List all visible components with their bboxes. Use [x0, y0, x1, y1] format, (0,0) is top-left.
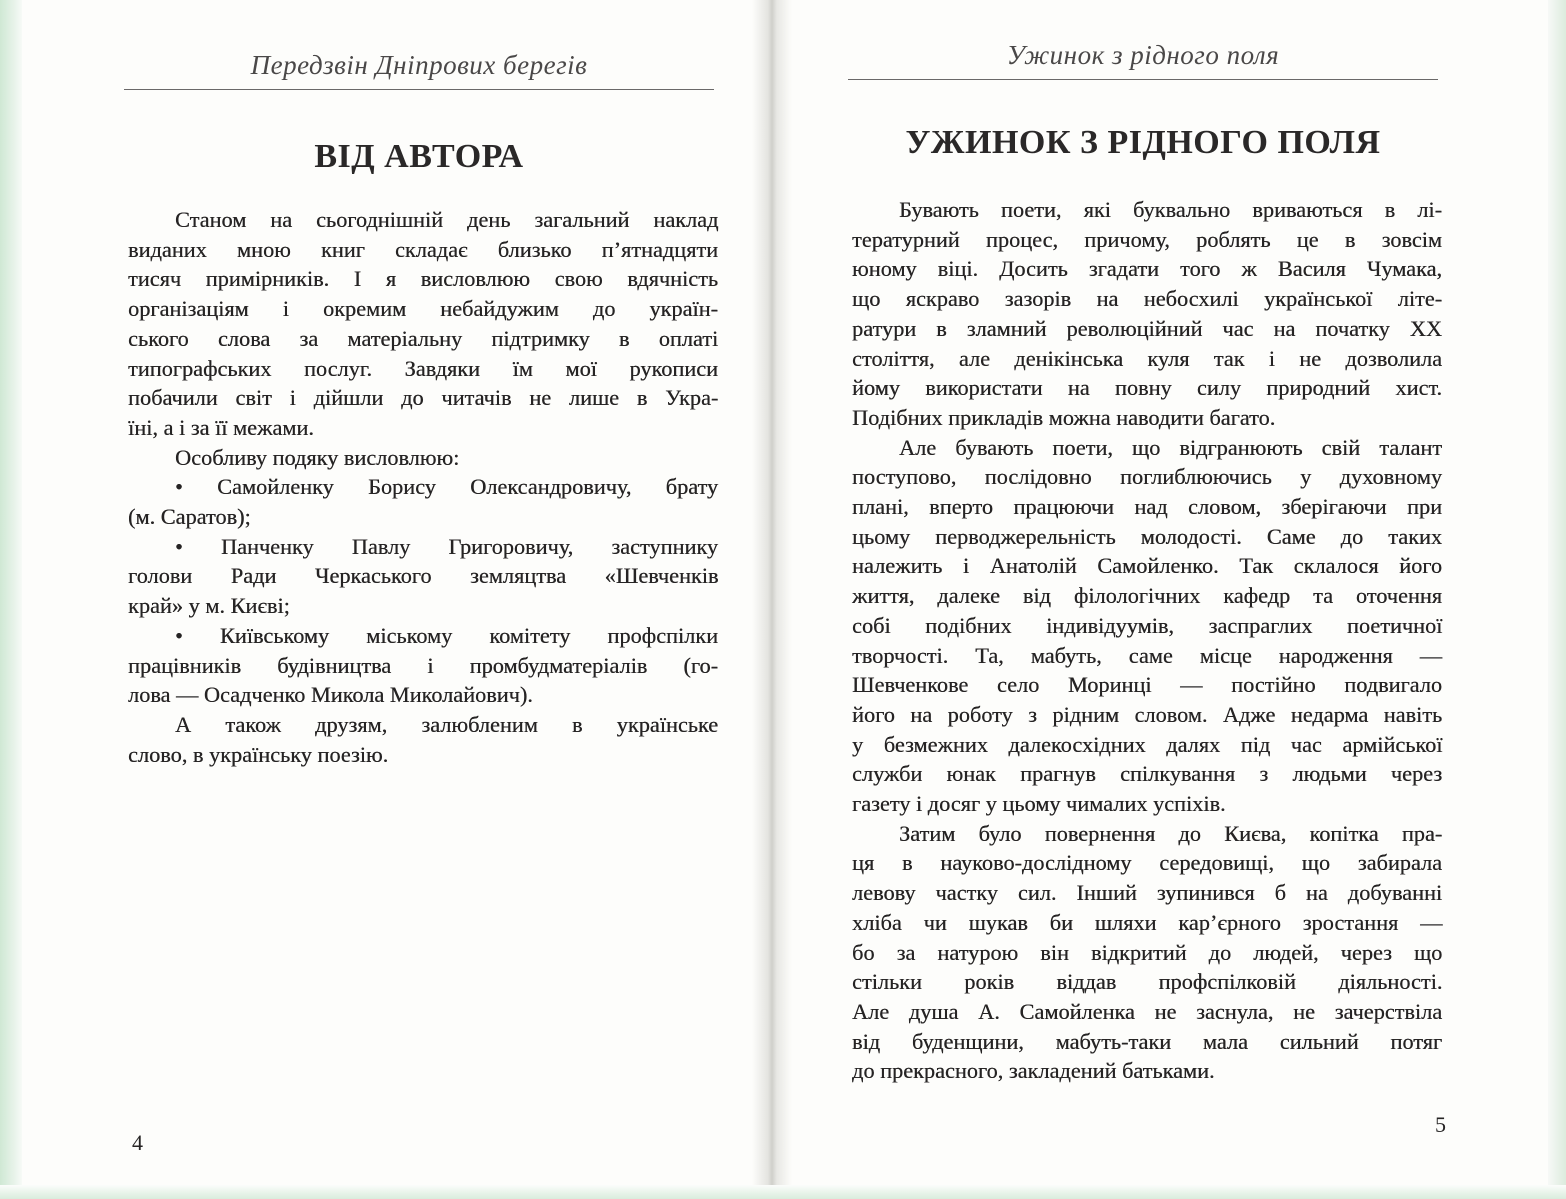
text-line: ратури в зламний революційний час на початку XX [852, 315, 1442, 341]
text-line: слово, в українську поезію. [128, 741, 389, 767]
text-line: Бувають поети, які буквально вриваються в лі- [899, 197, 1442, 222]
text-line: типографських послуг. Завдяки їм мої рукописи [128, 355, 718, 381]
book-gutter [752, 0, 792, 1199]
running-head: Ужинок з рідного поля [1006, 40, 1280, 70]
header-rule [848, 79, 1438, 80]
text-line: плані, вперто працюючи над словом, зберігаючи при [852, 494, 1442, 520]
text-line: ця в науково-дослідному середовищі, що забирала [852, 850, 1443, 876]
text-line: собі подібних індивідуумів, заспраглих поетичної [852, 612, 1443, 638]
text-line: • Панченку Павлу Григоровичу, заступнику [175, 533, 718, 559]
running-head: Передзвін Дніпрових берегів [250, 50, 588, 80]
text-line: належить і Анатолій Самойленко. Так склалося його [852, 553, 1442, 579]
text-line: працівників будівництва і промбудматеріалів (го- [128, 652, 718, 678]
text-line: • Київському міському комітету профспілки [175, 622, 718, 648]
text-line: лова — Осадченко Микола Миколайович). [128, 682, 533, 708]
text-line: (м. Саратов); [128, 504, 251, 530]
text-line: тературний процес, причому, роблять це в зовсім [852, 226, 1442, 252]
text-line: хліба чи шукав би шляхи кар’єрного зростання — [852, 909, 1443, 935]
text-line: поступово, послідовно поглиблюючись у духовному [852, 464, 1442, 490]
text-line: побачили світ і дійшли до читачів не лише в Укра- [128, 385, 719, 411]
text-line: Подібних прикладів можна наводити багато. [852, 404, 1276, 430]
text-line: йому використати на повну силу природний хист. [852, 375, 1442, 401]
header-rule [124, 89, 714, 90]
text-line: Шевченкове село Моринці — постійно подвигало [852, 672, 1442, 698]
body-text [128, 205, 718, 769]
text-line: цьому перводжерельність молодості. Саме до таких [852, 523, 1442, 549]
text-line: Але душа А. Самойленка не заснула, не зачерствіла [852, 998, 1443, 1024]
page-title: УЖИНОК З РІДНОГО ПОЛЯ [905, 124, 1381, 161]
text-line: газету і досяг у цьому чималих успіхів. [852, 791, 1226, 817]
text-line: тисяч примірників. І я висловлюю свою вдячність [128, 266, 718, 292]
text-line: життя, далеке від філологічних кафедр та оточення [852, 583, 1442, 609]
page-title: ВІД АВТОРА [314, 138, 524, 175]
text-line: організаціям і окремим небайдужим до україн- [128, 296, 718, 322]
text-line: до прекрасного, закладений батьками. [852, 1058, 1215, 1084]
text-line: їні, а і за її межами. [128, 414, 314, 440]
text-line: Але бувають поети, що відгранюють свій талант [899, 434, 1442, 460]
text-line: творчості. Та, мабуть, саме місце народження — [852, 642, 1442, 668]
text-line: Станом на сьогоднішній день загальний наклад [175, 207, 719, 232]
text-line: А також друзям, залюбленим в українське [175, 711, 719, 737]
page-number: 5 [1435, 1112, 1446, 1137]
text-line: бо за натурою він відкритий до людей, через що [852, 939, 1443, 965]
text-line: Особливу подяку висловлюю: [175, 444, 460, 470]
text-line: юному віці. Досить згадати того ж Василя Чумака, [852, 256, 1442, 282]
text-line: стільки років віддав профспілковій діяльності. [852, 969, 1443, 995]
page-edge-right [1548, 0, 1566, 1199]
text-line: виданих мною книг складає близько п’ятнадцяти [128, 236, 718, 262]
page-number: 4 [132, 1130, 143, 1155]
text-line: його на роботу з рідним словом. Адже недарма навіть [852, 701, 1443, 727]
text-line: від буденщини, мабуть-таки мала сильний потяг [852, 1028, 1443, 1054]
text-line: століття, але денікінська куля так і не дозволила [852, 345, 1442, 371]
text-line: край» у м. Києві; [128, 593, 290, 619]
body-text [852, 195, 1442, 1086]
text-line: у безмежних далекосхідних далях під час армійської [852, 731, 1443, 757]
page-edge-bottom [0, 1185, 1566, 1199]
text-line: голови Ради Черкаського земляцтва «Шевченків [128, 563, 719, 589]
text-line: • Самойленку Борису Олександровичу, брату [175, 474, 719, 500]
page-edge-left [0, 0, 22, 1199]
text-line: Затим було повернення до Києва, копітка пра- [899, 820, 1443, 846]
text-line: левову частку сил. Інший зупинився б на добуванні [852, 880, 1443, 906]
text-line: ського слова за матеріальну підтримку в оплаті [128, 325, 719, 351]
text-line: служби юнак прагнув спілкування з людьми через [852, 761, 1443, 787]
text-line: що яскраво зазорів на небосхилі української літе- [852, 286, 1443, 312]
